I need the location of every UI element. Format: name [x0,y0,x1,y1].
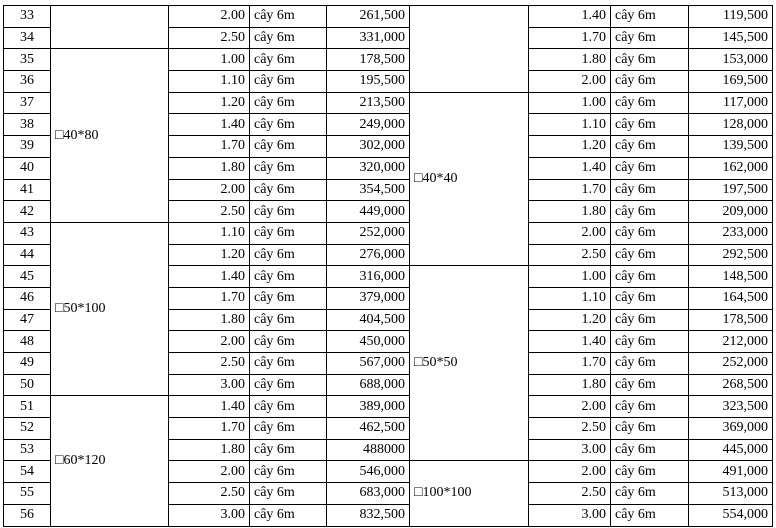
row-index: 40 [4,157,51,179]
price-cell: 268,500 [689,374,773,396]
thickness-cell: 1.80 [169,157,250,179]
unit-cell: cây 6m [611,27,689,49]
row-index: 34 [4,27,51,49]
thickness-cell: 1.40 [529,331,611,353]
price-cell: 450,000 [327,331,410,353]
thickness-cell: 1.70 [529,353,611,375]
row-index: 39 [4,136,51,158]
table-row [4,396,773,418]
price-cell: 445,000 [689,439,773,461]
row-index: 50 [4,374,51,396]
price-cell: 320,000 [327,157,410,179]
thickness-cell: 2.00 [169,331,250,353]
unit-cell: cây 6m [611,92,689,114]
unit-cell: cây 6m [611,6,689,28]
row-index: 37 [4,92,51,114]
unit-cell: cây 6m [250,201,327,223]
unit-cell: cây 6m [611,418,689,440]
thickness-cell: 1.20 [169,244,250,266]
price-cell: 261,500 [327,6,410,28]
unit-cell: cây 6m [250,504,327,526]
price-cell: 195,500 [327,71,410,93]
table-row [4,49,773,71]
thickness-cell: 1.10 [169,222,250,244]
thickness-cell: 3.00 [169,374,250,396]
thickness-cell: 1.40 [169,266,250,288]
row-index: 38 [4,114,51,136]
price-cell: 145,500 [689,27,773,49]
row-index: 36 [4,71,51,93]
unit-cell: cây 6m [250,49,327,71]
thickness-cell: 2.00 [529,396,611,418]
unit-cell: cây 6m [611,179,689,201]
unit-cell: cây 6m [611,374,689,396]
unit-cell: cây 6m [611,49,689,71]
unit-cell: cây 6m [611,353,689,375]
thickness-cell: 1.70 [529,27,611,49]
price-cell: 832,500 [327,504,410,526]
price-cell: 117,000 [689,92,773,114]
price-cell: 213,500 [327,92,410,114]
unit-cell: cây 6m [250,92,327,114]
unit-cell: cây 6m [250,287,327,309]
price-cell: 331,000 [327,27,410,49]
thickness-cell: 2.50 [529,483,611,505]
thickness-cell: 1.20 [529,136,611,158]
unit-cell: cây 6m [250,331,327,353]
thickness-cell: 2.00 [169,179,250,201]
unit-cell: cây 6m [611,287,689,309]
row-index: 52 [4,418,51,440]
unit-cell: cây 6m [611,136,689,158]
thickness-cell: 2.50 [169,353,250,375]
unit-cell: cây 6m [611,222,689,244]
unit-cell: cây 6m [611,461,689,483]
unit-cell: cây 6m [250,27,327,49]
size-label-left: □40*80 [51,49,169,223]
thickness-cell: 1.70 [169,136,250,158]
price-cell: 197,500 [689,179,773,201]
unit-cell: cây 6m [611,157,689,179]
thickness-cell: 1.40 [169,114,250,136]
thickness-cell: 3.00 [529,504,611,526]
size-label-left: □50*100 [51,222,169,396]
price-cell: 513,000 [689,483,773,505]
price-cell: 567,000 [327,353,410,375]
unit-cell: cây 6m [250,244,327,266]
size-label-right: □100*100 [410,461,529,526]
price-cell: 462,500 [327,418,410,440]
thickness-cell: 1.70 [169,287,250,309]
price-cell: 162,000 [689,157,773,179]
unit-cell: cây 6m [611,266,689,288]
thickness-cell: 1.80 [529,49,611,71]
thickness-cell: 1.80 [529,374,611,396]
unit-cell: cây 6m [250,396,327,418]
row-index: 33 [4,6,51,28]
thickness-cell: 1.00 [529,92,611,114]
price-cell: 249,000 [327,114,410,136]
price-cell: 292,500 [689,244,773,266]
unit-cell: cây 6m [250,266,327,288]
thickness-cell: 1.40 [529,6,611,28]
unit-cell: cây 6m [250,374,327,396]
unit-cell: cây 6m [250,353,327,375]
thickness-cell: 2.50 [169,27,250,49]
thickness-cell: 2.00 [529,71,611,93]
thickness-cell: 1.80 [169,439,250,461]
row-index: 41 [4,179,51,201]
thickness-cell: 2.50 [529,244,611,266]
thickness-cell: 2.50 [169,201,250,223]
thickness-cell: 3.00 [529,439,611,461]
thickness-cell: 1.20 [169,92,250,114]
thickness-cell: 1.70 [169,418,250,440]
price-cell: 488000 [327,439,410,461]
price-cell: 153,000 [689,49,773,71]
unit-cell: cây 6m [250,71,327,93]
unit-cell: cây 6m [250,222,327,244]
price-cell: 139,500 [689,136,773,158]
unit-cell: cây 6m [611,396,689,418]
thickness-cell: 1.40 [169,396,250,418]
price-cell: 276,000 [327,244,410,266]
table-row [4,222,773,244]
row-index: 44 [4,244,51,266]
price-cell: 369,000 [689,418,773,440]
price-cell: 148,500 [689,266,773,288]
table-row [4,6,773,28]
price-cell: 546,000 [327,461,410,483]
unit-cell: cây 6m [250,461,327,483]
table-body [4,6,773,527]
price-cell: 169,500 [689,71,773,93]
unit-cell: cây 6m [611,439,689,461]
thickness-cell: 1.00 [169,49,250,71]
unit-cell: cây 6m [250,309,327,331]
unit-cell: cây 6m [250,6,327,28]
row-index: 43 [4,222,51,244]
price-cell: 212,000 [689,331,773,353]
unit-cell: cây 6m [611,114,689,136]
price-cell: 491,000 [689,461,773,483]
thickness-cell: 2.50 [529,418,611,440]
price-cell: 683,000 [327,483,410,505]
size-label-right: □50*50 [410,266,529,461]
price-cell: 164,500 [689,287,773,309]
price-table [3,5,773,527]
thickness-cell: 1.00 [529,266,611,288]
price-cell: 404,500 [327,309,410,331]
unit-cell: cây 6m [611,201,689,223]
price-cell: 178,500 [327,49,410,71]
thickness-cell: 1.80 [529,201,611,223]
thickness-cell: 2.50 [169,483,250,505]
price-cell: 449,000 [327,201,410,223]
unit-cell: cây 6m [250,179,327,201]
unit-cell: cây 6m [611,71,689,93]
price-cell: 302,000 [327,136,410,158]
thickness-cell: 1.70 [529,179,611,201]
row-index: 51 [4,396,51,418]
thickness-cell: 1.40 [529,157,611,179]
price-cell: 128,000 [689,114,773,136]
thickness-cell: 2.00 [169,461,250,483]
unit-cell: cây 6m [250,483,327,505]
unit-cell: cây 6m [250,418,327,440]
thickness-cell: 1.80 [169,309,250,331]
thickness-cell: 1.10 [529,114,611,136]
size-label-left [51,6,169,49]
size-label-right [410,6,529,93]
unit-cell: cây 6m [611,331,689,353]
thickness-cell: 2.00 [529,461,611,483]
price-cell: 354,500 [327,179,410,201]
price-cell: 119,500 [689,6,773,28]
unit-cell: cây 6m [250,114,327,136]
row-index: 47 [4,309,51,331]
row-index: 56 [4,504,51,526]
row-index: 49 [4,353,51,375]
row-index: 55 [4,483,51,505]
row-index: 53 [4,439,51,461]
thickness-cell: 1.10 [529,287,611,309]
row-index: 45 [4,266,51,288]
price-cell: 389,000 [327,396,410,418]
price-cell: 316,000 [327,266,410,288]
price-cell: 688,000 [327,374,410,396]
unit-cell: cây 6m [611,483,689,505]
thickness-cell: 1.10 [169,71,250,93]
thickness-cell: 2.00 [529,222,611,244]
price-cell: 252,000 [327,222,410,244]
unit-cell: cây 6m [250,439,327,461]
thickness-cell: 3.00 [169,504,250,526]
row-index: 48 [4,331,51,353]
row-index: 54 [4,461,51,483]
price-cell: 178,500 [689,309,773,331]
unit-cell: cây 6m [250,157,327,179]
price-cell: 554,000 [689,504,773,526]
unit-cell: cây 6m [250,136,327,158]
unit-cell: cây 6m [611,504,689,526]
thickness-cell: 1.20 [529,309,611,331]
row-index: 46 [4,287,51,309]
row-index: 42 [4,201,51,223]
size-label-left: □60*120 [51,396,169,526]
price-cell: 252,000 [689,353,773,375]
price-cell: 379,000 [327,287,410,309]
row-index: 35 [4,49,51,71]
unit-cell: cây 6m [611,309,689,331]
size-label-right: □40*40 [410,92,529,266]
price-cell: 233,000 [689,222,773,244]
unit-cell: cây 6m [611,244,689,266]
thickness-cell: 2.00 [169,6,250,28]
price-cell: 209,000 [689,201,773,223]
price-cell: 323,500 [689,396,773,418]
